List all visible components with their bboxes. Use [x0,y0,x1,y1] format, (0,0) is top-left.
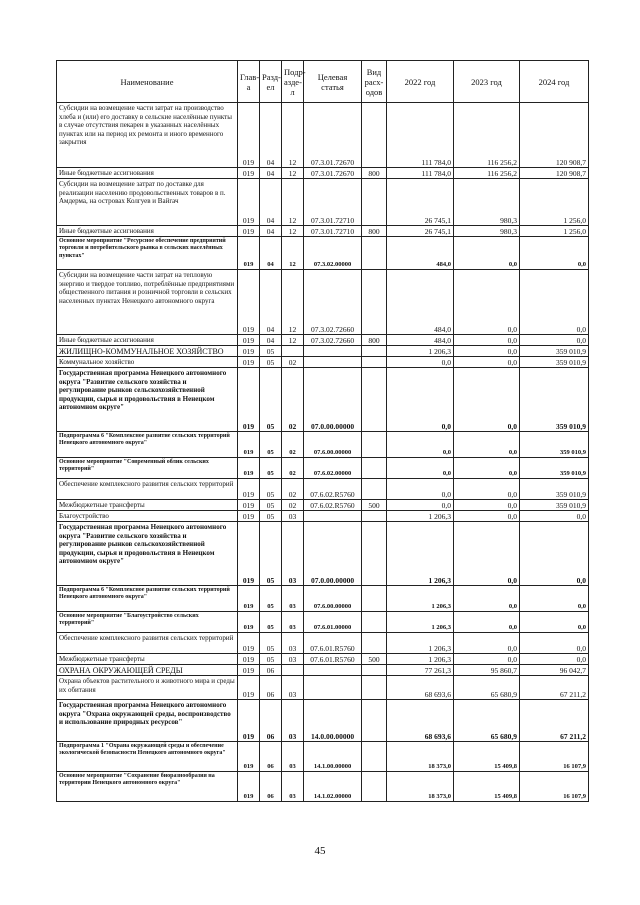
table-row [57,368,589,432]
table-row [57,511,589,522]
row-2024: 0,0 [520,511,589,522]
row-glava: 019 [238,479,260,500]
row-2024: 0,0 [520,335,589,346]
row-razdel: 04 [260,270,282,335]
row-name: Благоустройство [57,511,238,522]
row-2023: 0,0 [454,270,520,335]
row-podrazdel: 12 [282,237,304,270]
header-glava: Главa [238,61,260,103]
row-2022: 77 261,3 [387,665,454,676]
row-razdel: 05 [260,346,282,357]
row-podrazdel: 12 [282,179,304,226]
row-2023: 0,0 [454,368,520,432]
row-podrazdel: 02 [282,368,304,432]
row-vr [362,479,387,500]
row-razdel: 04 [260,179,282,226]
row-name: Обеспечение комплексного развития сельских территорий [57,633,238,654]
row-razdel: 06 [260,665,282,676]
row-razdel: 06 [260,676,282,700]
row-vr [362,586,387,612]
row-vr [362,357,387,368]
row-csr [304,676,362,700]
row-glava: 019 [238,270,260,335]
row-2022: 68 693,6 [387,700,454,742]
row-2023: 116 256,2 [454,168,520,179]
row-vr [362,612,387,633]
row-name: Иные бюджетные ассигнования [57,168,238,179]
row-2024: 359 010,9 [520,458,589,479]
row-name: Подпрограмма 1 "Охрана окружающей среды и обеспечение экологической безопасности Ненецкого автономного округа" [57,742,238,772]
row-2022: 0,0 [387,500,454,511]
row-csr: 07.3.01.72670 [304,168,362,179]
row-2023: 65 680,9 [454,700,520,742]
row-podrazdel: 03 [282,742,304,772]
row-vr [362,368,387,432]
row-vr [362,700,387,742]
row-csr [304,665,362,676]
row-podrazdel: 03 [282,700,304,742]
header-2022: 2022 год [387,61,454,103]
row-podrazdel [282,665,304,676]
row-2023: 0,0 [454,346,520,357]
row-podrazdel: 03 [282,654,304,665]
row-podrazdel [282,346,304,357]
row-csr: 07.6.01.R5760 [304,654,362,665]
row-podrazdel: 02 [282,432,304,458]
table-row [57,168,589,179]
row-csr: 07.6.01.R5760 [304,633,362,654]
header-razdel: Раздел [260,61,282,103]
row-2022: 0,0 [387,432,454,458]
table-row [57,270,589,335]
row-glava: 019 [238,346,260,357]
row-vr: 500 [362,654,387,665]
row-2022: 111 784,0 [387,168,454,179]
row-2022: 18 373,0 [387,742,454,772]
row-name: Иные бюджетные ассигнования [57,335,238,346]
row-2024: 359 010,9 [520,432,589,458]
row-glava: 019 [238,586,260,612]
row-podrazdel: 02 [282,357,304,368]
row-podrazdel: 02 [282,479,304,500]
row-2023: 0,0 [454,654,520,665]
row-2022: 68 693,6 [387,676,454,700]
row-glava: 019 [238,522,260,586]
header-2024: 2024 год [520,61,589,103]
row-razdel: 04 [260,168,282,179]
row-csr: 14.0.00.00000 [304,700,362,742]
row-csr: 07.3.01.72670 [304,103,362,168]
row-glava: 019 [238,368,260,432]
row-2022: 1 206,3 [387,511,454,522]
row-2023: 0,0 [454,586,520,612]
header-2023: 2023 год [454,61,520,103]
table-row [57,357,589,368]
row-razdel: 05 [260,500,282,511]
table-row [57,700,589,742]
row-glava: 019 [238,500,260,511]
row-vr [362,522,387,586]
row-2023: 0,0 [454,458,520,479]
table-row [57,458,589,479]
row-csr: 07.3.02.72660 [304,335,362,346]
row-vr [362,458,387,479]
row-2024: 16 107,9 [520,772,589,802]
row-2023: 0,0 [454,633,520,654]
row-name: Государственная программа Ненецкого автономного округа "Развитие сельского хозяйства и регулирование рынков сельскохозяйственной продукции, сырья и продовольствия в Ненецком автономном округе" [57,368,238,432]
table-row [57,346,589,357]
row-csr [304,346,362,357]
row-glava: 019 [238,633,260,654]
row-glava: 019 [238,179,260,226]
row-2024: 0,0 [520,612,589,633]
table-row [57,742,589,772]
row-2024: 1 256,0 [520,226,589,237]
row-vr [362,237,387,270]
row-glava: 019 [238,335,260,346]
row-glava: 019 [238,612,260,633]
row-2022: 1 206,3 [387,654,454,665]
row-name: Межбюджетные трансферты [57,654,238,665]
row-2023: 65 680,9 [454,676,520,700]
row-razdel: 05 [260,522,282,586]
row-2023: 95 860,7 [454,665,520,676]
row-2023: 0,0 [454,432,520,458]
row-2024: 67 211,2 [520,676,589,700]
row-2023: 0,0 [454,357,520,368]
row-vr: 800 [362,335,387,346]
row-2022: 0,0 [387,357,454,368]
row-name: Основное мероприятие "Сохранение биоразнообразия на территории Ненецкого автономного округа" [57,772,238,802]
row-podrazdel: 03 [282,676,304,700]
row-2022: 484,0 [387,270,454,335]
row-glava: 019 [238,458,260,479]
row-2022: 0,0 [387,368,454,432]
row-2022: 1 206,3 [387,586,454,612]
row-vr [362,676,387,700]
row-glava: 019 [238,700,260,742]
row-podrazdel: 03 [282,772,304,802]
row-razdel: 05 [260,633,282,654]
header-podrazdel: Подраздел [282,61,304,103]
table-row [57,654,589,665]
header-csr: Целевая статья [304,61,362,103]
row-vr [362,346,387,357]
row-razdel: 05 [260,654,282,665]
row-2022: 1 206,3 [387,346,454,357]
row-2024: 359 010,9 [520,357,589,368]
row-razdel: 05 [260,479,282,500]
table-row [57,665,589,676]
row-glava: 019 [238,665,260,676]
row-name: Основное мероприятие "Ресурсное обеспечение предприятий торговли и потребительского рынка в сельских населённых пунктах" [57,237,238,270]
row-podrazdel: 03 [282,511,304,522]
row-2022: 1 206,3 [387,612,454,633]
row-vr [362,742,387,772]
budget-table-sheet [56,60,588,802]
row-csr: 07.3.02.00000 [304,237,362,270]
row-name: Подпрограмма 6 "Комплексное развитие сельских территорий Ненецкого автономного округа" [57,586,238,612]
row-podrazdel: 12 [282,103,304,168]
row-csr: 07.0.00.00000 [304,522,362,586]
row-2024: 120 908,7 [520,168,589,179]
row-razdel: 05 [260,586,282,612]
table-row [57,179,589,226]
row-razdel: 05 [260,368,282,432]
row-2023: 0,0 [454,522,520,586]
header-vr: Вид расходов [362,61,387,103]
row-2024: 0,0 [520,522,589,586]
row-name: Коммунальное хозяйство [57,357,238,368]
row-csr: 07.6.02.R5760 [304,500,362,511]
row-csr: 07.6.01.00000 [304,612,362,633]
row-csr: 07.3.01.72710 [304,179,362,226]
row-2024: 359 010,9 [520,479,589,500]
row-csr: 07.3.01.72710 [304,226,362,237]
row-2022: 26 745,1 [387,179,454,226]
row-glava: 019 [238,432,260,458]
row-razdel: 05 [260,612,282,633]
table-row [57,237,589,270]
row-2024: 359 010,9 [520,346,589,357]
row-2024: 0,0 [520,586,589,612]
row-csr: 07.6.00.00000 [304,586,362,612]
row-podrazdel: 03 [282,586,304,612]
row-2023: 15 409,8 [454,772,520,802]
row-2023: 0,0 [454,237,520,270]
row-name: Обеспечение комплексного развития сельских территорий [57,479,238,500]
row-2022: 18 373,0 [387,772,454,802]
row-csr: 14.1.02.00000 [304,772,362,802]
table-header-row [57,61,589,103]
row-name: Государственная программа Ненецкого автономного округа "Развитие сельского хозяйства и регулирование рынков сельскохозяйственной продукции, сырья и продовольствия в Ненецком автономном округе" [57,522,238,586]
row-razdel: 06 [260,700,282,742]
row-podrazdel: 12 [282,335,304,346]
row-vr: 800 [362,226,387,237]
row-2022: 0,0 [387,458,454,479]
row-vr [362,179,387,226]
row-razdel: 06 [260,742,282,772]
row-2022: 111 784,0 [387,103,454,168]
row-glava: 019 [238,237,260,270]
row-glava: 019 [238,226,260,237]
row-2022: 484,0 [387,237,454,270]
row-2022: 1 206,3 [387,522,454,586]
row-2024: 0,0 [520,237,589,270]
row-2024: 120 908,7 [520,103,589,168]
row-2023: 0,0 [454,612,520,633]
row-razdel: 04 [260,226,282,237]
row-vr: 500 [362,500,387,511]
table-row [57,432,589,458]
row-csr: 07.3.02.72660 [304,270,362,335]
row-vr [362,665,387,676]
row-podrazdel: 12 [282,270,304,335]
row-2022: 0,0 [387,479,454,500]
row-razdel: 05 [260,458,282,479]
page-number: 45 [314,845,326,857]
row-name: Иные бюджетные ассигнования [57,226,238,237]
header-name: Наименование [57,61,238,103]
table-row [57,772,589,802]
row-podrazdel: 03 [282,633,304,654]
row-podrazdel: 02 [282,458,304,479]
row-name: Субсидии на возмещение части затрат на тепловую энергию и твердое топливо, потреблённые предприятиями общественного питания и розничной торговли в сельских населенных пунктах Ненецкого автономного округа [57,270,238,335]
row-2024: 359 010,9 [520,368,589,432]
row-razdel: 06 [260,772,282,802]
row-razdel: 05 [260,357,282,368]
row-vr [362,432,387,458]
table-row [57,479,589,500]
row-name: ОХРАНА ОКРУЖАЮЩЕЙ СРЕДЫ [57,665,238,676]
row-glava: 019 [238,357,260,368]
row-2024: 1 256,0 [520,179,589,226]
row-podrazdel: 02 [282,500,304,511]
table-row [57,335,589,346]
row-vr [362,633,387,654]
row-csr: 07.6.02.00000 [304,458,362,479]
row-2024: 16 107,9 [520,742,589,772]
table-row [57,500,589,511]
row-glava: 019 [238,772,260,802]
row-razdel: 05 [260,511,282,522]
table-row [57,586,589,612]
row-glava: 019 [238,168,260,179]
row-vr [362,511,387,522]
row-csr: 07.6.02.R5760 [304,479,362,500]
row-2022: 1 206,3 [387,633,454,654]
table-row [57,612,589,633]
row-2023: 0,0 [454,335,520,346]
row-2024: 0,0 [520,654,589,665]
row-glava: 019 [238,742,260,772]
row-2024: 0,0 [520,270,589,335]
row-name: ЖИЛИЩНО-КОММУНАЛЬНОЕ ХОЗЯЙСТВО [57,346,238,357]
row-csr [304,511,362,522]
row-2022: 484,0 [387,335,454,346]
row-vr: 800 [362,168,387,179]
row-podrazdel: 03 [282,612,304,633]
row-glava: 019 [238,511,260,522]
row-podrazdel: 03 [282,522,304,586]
table-row [57,522,589,586]
row-name: Основное мероприятие "Благоустройство сельских территорий" [57,612,238,633]
row-2024: 96 042,7 [520,665,589,676]
table-row [57,676,589,700]
row-2023: 15 409,8 [454,742,520,772]
row-2023: 980,3 [454,179,520,226]
row-glava: 019 [238,103,260,168]
row-2024: 67 211,2 [520,700,589,742]
row-vr [362,772,387,802]
row-razdel: 05 [260,432,282,458]
row-name: Субсидии на возмещение затрат по доставке для реализации населению продовольственных товаров в п. Амдерма, на островах Колгуев и Вайгач [57,179,238,226]
table-row [57,226,589,237]
row-csr [304,357,362,368]
row-2023: 980,3 [454,226,520,237]
row-2023: 0,0 [454,479,520,500]
row-vr [362,270,387,335]
row-2024: 0,0 [520,633,589,654]
row-name: Субсидии на возмещение части затрат на производство хлеба и (или) его доставку в сельские населённые пункты в случае отсутствия пекарен в указанных населённых пунктах или на период их ремонта и иного временного закрытия [57,103,238,168]
row-2023: 0,0 [454,511,520,522]
row-razdel: 04 [260,335,282,346]
row-podrazdel: 12 [282,168,304,179]
row-2024: 359 010,9 [520,500,589,511]
row-name: Основное мероприятие "Современный облик сельских территорий" [57,458,238,479]
row-razdel: 04 [260,103,282,168]
row-vr [362,103,387,168]
row-2022: 26 745,1 [387,226,454,237]
table-row [57,633,589,654]
row-2023: 116 256,2 [454,103,520,168]
row-name: Межбюджетные трансферты [57,500,238,511]
row-podrazdel: 12 [282,226,304,237]
budget-table [56,60,589,802]
row-csr: 14.1.00.00000 [304,742,362,772]
table-row [57,103,589,168]
row-name: Подпрограмма 6 "Комплексное развитие сельских территорий Ненецкого автономного округа" [57,432,238,458]
row-glava: 019 [238,676,260,700]
row-2023: 0,0 [454,500,520,511]
row-razdel: 04 [260,237,282,270]
row-glava: 019 [238,654,260,665]
row-csr: 07.0.00.00000 [304,368,362,432]
row-csr: 07.6.00.00000 [304,432,362,458]
row-name: Государственная программа Ненецкого автономного округа "Охрана окружающей среды, воспроизводство и использование природных ресурсов" [57,700,238,742]
row-name: Охрана объектов растительного и животного мира и среды их обитания [57,676,238,700]
